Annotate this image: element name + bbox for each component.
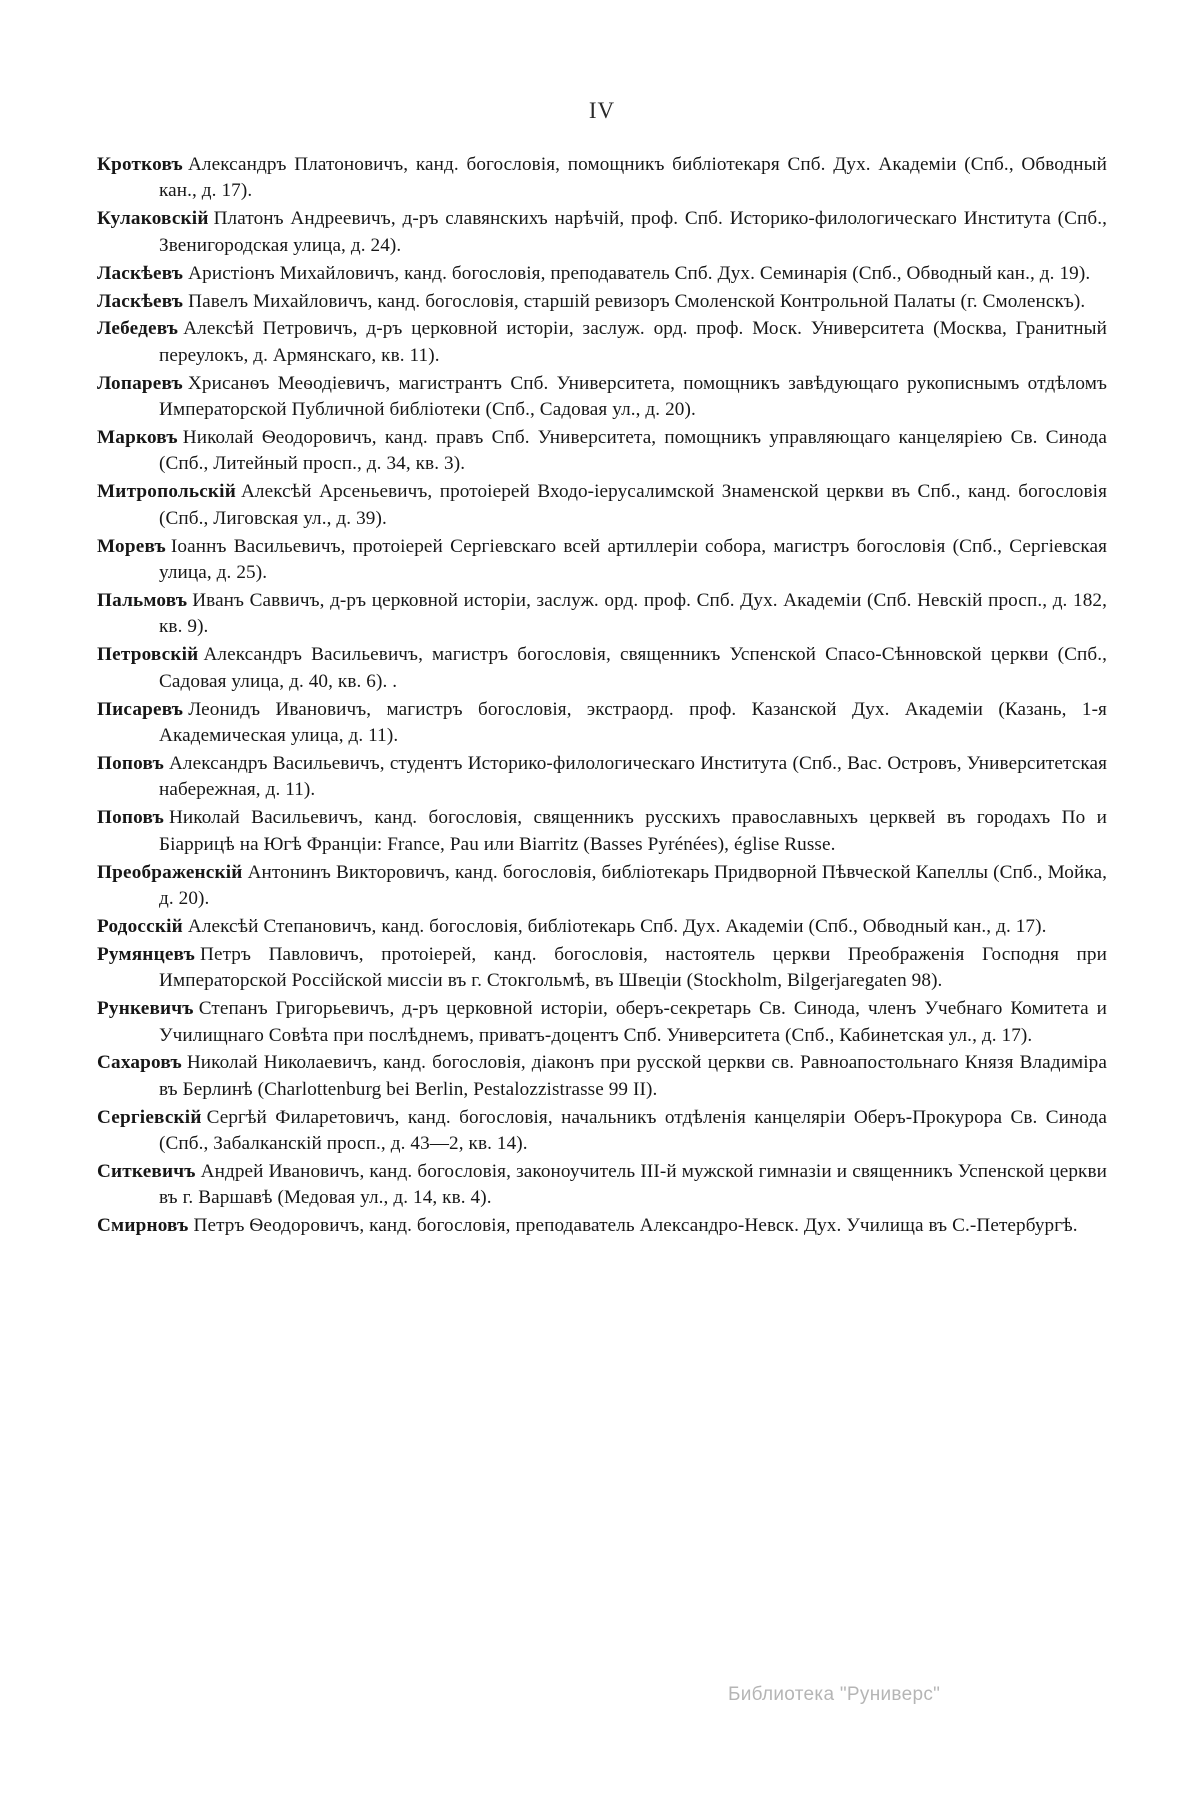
entry-lemma: Рункевичъ — [97, 998, 194, 1020]
entry-text: Александръ Васильевичъ, магистръ богословія, священникъ Успенской Спасо-Сѣнновской церкви (Спб., Садовая улица, д. 40, кв. 6). . — [159, 644, 1107, 692]
entry-lemma: Родосскій — [97, 915, 183, 937]
entry-lemma: Пальмовъ — [97, 590, 188, 611]
entry-text: Антонинъ Викторовичъ, канд. богословія, библіотекарь Придворной Пѣвческой Капеллы (Спб., Мойка, д. 20). — [159, 861, 1107, 909]
list-item — [97, 1050, 1107, 1103]
list-item — [97, 534, 1107, 587]
entry-lemma: Кротковъ — [97, 154, 183, 175]
entry-text: Иванъ Саввичъ, д-ръ церковной исторіи, заслуж. орд. проф. Спб. Дух. Академіи (Спб. Невскій просп., д. 182, кв. 9). — [159, 590, 1107, 638]
entry-lemma: Ласкѣевъ — [97, 262, 184, 284]
entry-lemma: Лопаревъ — [97, 372, 183, 394]
list-item — [97, 289, 1107, 315]
entry-text: Николай Николаевичъ, канд. богословія, діаконъ при русской церкви св. Равноапостольнаго Князя Владиміра въ Берлинѣ (Charlottenburg bei Berlin, Pestalozzistrasse 99 II). — [159, 1052, 1107, 1100]
entry-text: Александръ Платоновичъ, канд. богословія, помощникъ библіотекаря Спб. Дух. Академіи (Спб., Обводный кан., д. 17). — [159, 154, 1107, 202]
list-item — [97, 860, 1107, 913]
list-item — [97, 805, 1107, 858]
entry-text: Павелъ Михайловичъ, канд. богословія, старшій ревизоръ Смоленской Контрольной Палаты (г. Смоленскъ). — [188, 290, 1086, 312]
entry-text: Аристіонъ Михайловичъ, канд. богословія, преподаватель Спб. Дух. Семинарія (Спб., Обводный кан., д. 19). — [188, 262, 1091, 284]
entry-text: Леонидъ Ивановичъ, магистръ богословія, экстраорд. проф. Казанской Дух. Академіи (Казань, 1-я Академическая улица, д. 11). — [159, 698, 1107, 747]
list-item — [97, 479, 1107, 532]
entry-text: Платонъ Андреевичъ, д-ръ славянскихъ нарѣчій, проф. Спб. Историко-филологическаго Института (Спб., Звенигородская улица, д. 24). — [159, 208, 1107, 256]
library-watermark: Библиотека "Руниверс" — [728, 1684, 941, 1705]
entry-text: Алексѣй Арсеньевичъ, протоіерей Входо-іерусалимской Знаменской церкви въ Спб., канд. богословія (Спб., Лиговская ул., д. 39). — [159, 481, 1107, 529]
entry-text: Петръ Ѳеодоровичъ, канд. богословія, преподаватель Александро-Невск. Дух. Училища въ С.-Петербургѣ. — [193, 1215, 1078, 1237]
list-item — [97, 1105, 1107, 1158]
entry-lemma: Ласкѣевъ — [97, 290, 184, 312]
entry-lemma: Смирновъ — [97, 1215, 189, 1237]
entry-text: Петръ Павловичъ, протоіерей, канд. богословія, настоятель церкви Преображенія Господня при Императорской Россійской миссіи въ г. Стокгольмѣ, въ Швеціи (Stockholm, Bilgerjaregaten 98). — [159, 943, 1107, 992]
list-item — [97, 751, 1107, 804]
entry-text: Алексѣй Степановичъ, канд. богословія, библіотекарь Спб. Дух. Академіи (Спб., Обводный кан., д. 17). — [187, 915, 1047, 937]
entry-lemma: Сахаровъ — [97, 1052, 182, 1074]
entry-lemma: Писаревъ — [97, 698, 184, 720]
entry-lemma: Ситкевичъ — [97, 1161, 196, 1183]
entry-text: Сергѣй Филаретовичъ, канд. богословія, начальникъ отдѣленія канцеляріи Оберъ-Прокурора Св. Синода (Спб., Забалканскій просп., д. 43—2, кв. 14). — [159, 1106, 1107, 1155]
list-item — [97, 206, 1107, 259]
list-item — [97, 371, 1107, 424]
entry-lemma: Митропольскій — [97, 481, 236, 503]
entry-lemma: Кулаковскій — [97, 208, 209, 230]
list-item — [97, 588, 1107, 641]
entry-text: Хрисанѳъ Меѳодіевичъ, магистрантъ Спб. Университета, помощникъ завѣдующаго рукописнымъ отдѣломъ Императорской Публичной библіотеки (Спб., Садовая ул., д. 20). — [159, 372, 1107, 421]
entry-text: Іоаннъ Васильевичъ, протоіерей Сергіевскаго всей артиллеріи собора, магистръ богословія (Спб., Сергіевская улица, д. 25). — [159, 535, 1107, 584]
entry-lemma: Лебедевъ — [97, 318, 179, 340]
entry-text: Александръ Васильевичъ, студентъ Историко-филологическаго Института (Спб., Вас. Островъ, Университетская набережная, д. 11). — [159, 752, 1107, 801]
list-item — [97, 261, 1107, 287]
entry-lemma: Преображенскій — [97, 861, 243, 883]
list-item — [97, 1159, 1107, 1212]
list-item — [97, 697, 1107, 750]
list-item — [97, 152, 1107, 205]
entry-text: Николай Васильевичъ, канд. богословія, священникъ русскихъ православныхъ церквей въ городахъ По и Біаррицѣ на Югѣ Франціи: France, Pau или Biarritz (Basses Pyrénées), église Russe. — [159, 807, 1107, 855]
entry-lemma: Поповъ — [97, 807, 164, 829]
page-number: IV — [588, 98, 616, 123]
list-item — [97, 316, 1107, 369]
list-item — [97, 642, 1107, 695]
list-item — [97, 1213, 1107, 1239]
list-item — [97, 942, 1107, 995]
entry-lemma: Поповъ — [97, 752, 164, 774]
list-item — [97, 425, 1107, 478]
list-item — [97, 914, 1107, 940]
entry-text: Андрей Ивановичъ, канд. богословія, законоучитель III-й мужской гимназіи и священникъ Успенской церкви въ г. Варшавѣ (Медовая ул., д. 14, кв. 4). — [159, 1161, 1107, 1209]
entry-text: Николай Ѳеодоровичъ, канд. правъ Спб. Университета, помощникъ управляющаго канцеляріею Св. Синода (Спб., Литейный просп., д. 34, кв. 3). — [159, 427, 1107, 475]
entry-lemma: Румянцевъ — [97, 943, 196, 965]
entry-text: Степанъ Григорьевичъ, д-ръ церковной исторіи, оберъ-секретарь Св. Синода, членъ Учебнаго Комитета и Училищнаго Совѣта при послѣднемъ, приватъ-доцентъ Спб. Университета (Спб., Кабинетская ул., д. 17). — [159, 998, 1107, 1046]
entry-lemma: Марковъ — [97, 427, 178, 449]
entry-lemma: Моревъ — [97, 535, 166, 557]
list-item — [97, 996, 1107, 1049]
entry-text: Алексѣй Петровичъ, д-ръ церковной исторіи, заслуж. орд. проф. Моск. Университета (Москва, Гранитный переулокъ, д. Армянскаго, кв. 11). — [159, 318, 1107, 366]
entry-list — [97, 152, 1107, 1241]
entry-lemma: Сергіевскій — [97, 1106, 202, 1128]
entry-lemma: Петровскій — [97, 644, 199, 666]
